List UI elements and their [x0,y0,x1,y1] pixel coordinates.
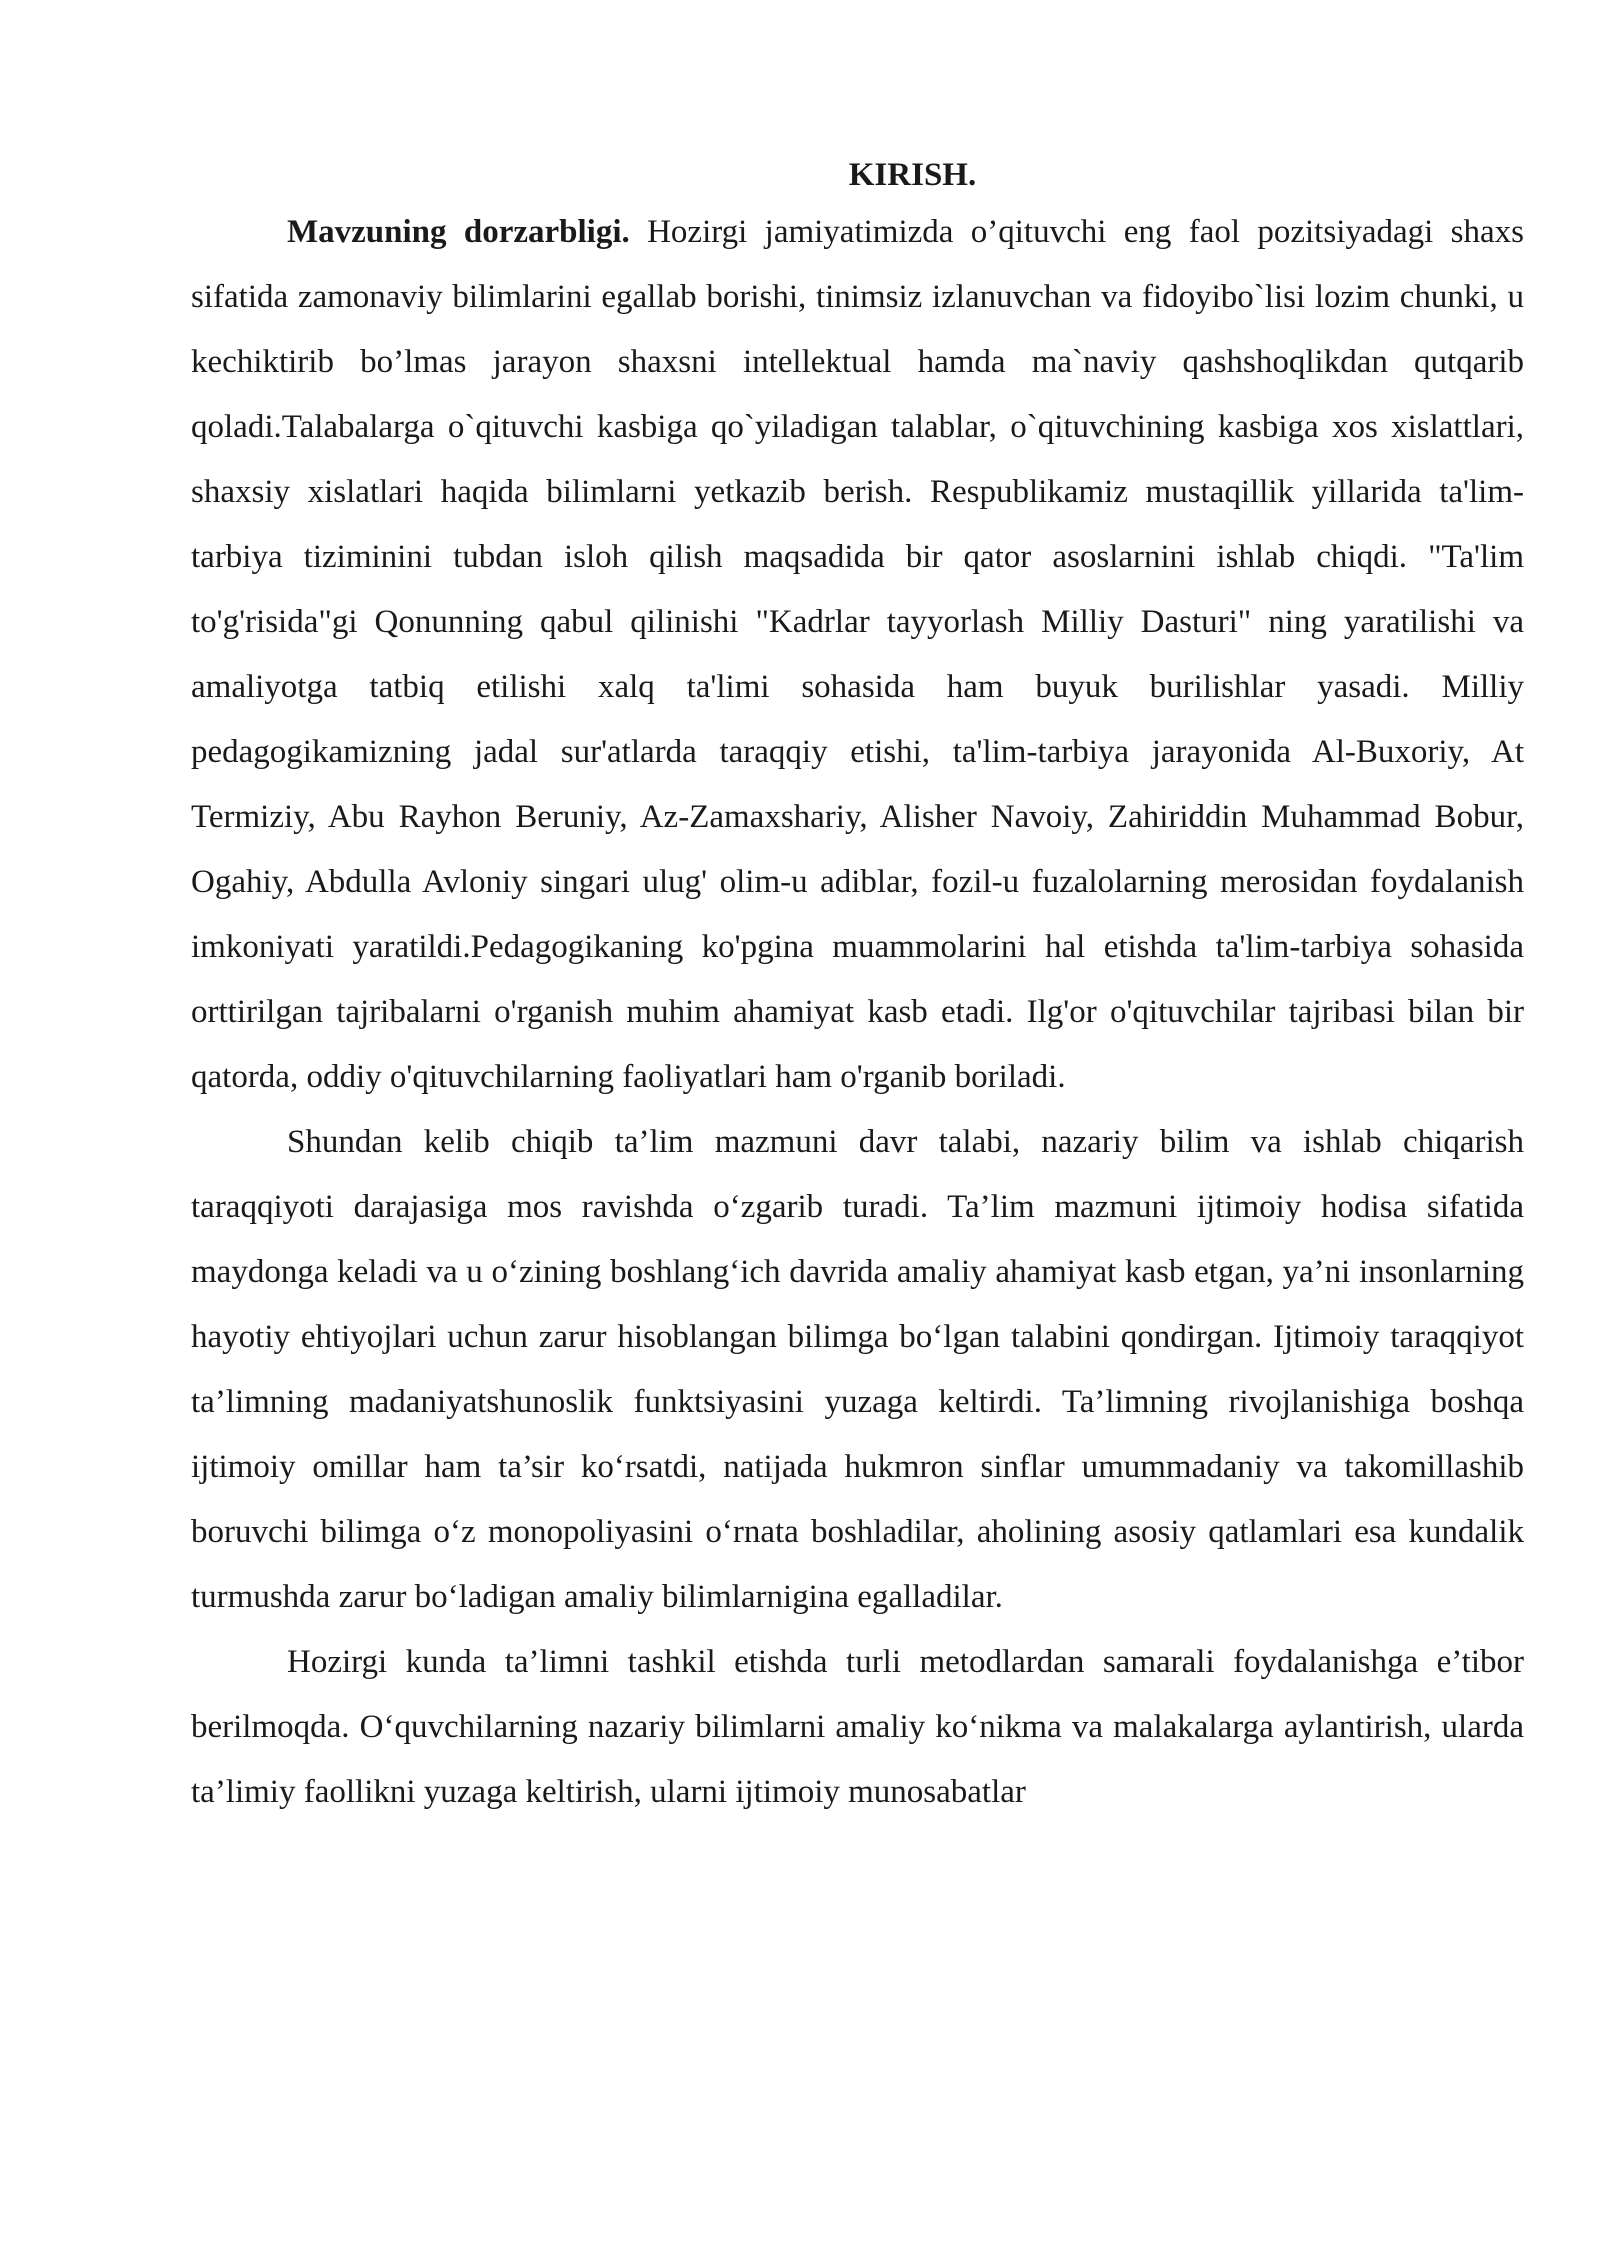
document-body [191,150,1524,1825]
paragraph-text: Shundan kelib chiqib ta’lim mazmuni davr talabi, nazariy bilim va ishlab chiqarish taraqqiyoti darajasiga mos ravishda o‘zgarib turadi. Ta’lim mazmuni ijtimoiy hodisa sifatida maydonga keladi va u o‘zining boshlang‘ich davrida amaliy ahamiyat kasb etgan, ya’ni insonlarning hayotiy ehtiyojlari uchun zarur hisoblangan bilimga bo‘lgan talabini qondirgan. Ijtimoiy taraqqiyot ta’limning madaniyatshunoslik funktsiyasini yuzaga keltirdi. Ta’limning rivojlanishiga boshqa ijtimoiy omillar ham ta’sir ko‘rsatdi, natijada hukmron sinflar umummadaniy va takomillashib boruvchi bilimga o‘z monopoliyasini o‘rnata boshladilar, aholining asosiy qatlamlari esa kundalik turmushda zarur bo‘ladigan amaliy bilimlarnigina egalladilar. [191,1124,1524,1615]
paragraph-teaching-methods [191,1630,1524,1825]
paragraph-text: Hozirgi kunda ta’limni tashkil etishda turli metodlardan samarali foydalanishga e’tibor berilmoqda. O‘quvchilarning nazariy bilimlarni amaliy ko‘nikma va malakalarga aylantirish, ularda ta’limiy faollikni yuzaga keltirish, ularni ijtimoiy munosabatlar [191,1644,1524,1810]
paragraph-text: Hozirgi jamiyatimizda o’qituvchi eng faol pozitsiyadagi shaxs sifatida zamonaviy bilimlarini egallab borishi, tinimsiz izlanuvchan va fidoyibo`lisi lozim chunki, u kechiktirib bo’lmas jarayon shaxsni intellektual hamda ma`naviy qashshoqlikdan qutqarib qoladi.Talabalarga o`qituvchi kasbiga qo`yiladigan talablar, o`qituvchining kasbiga xos xislattlari, shaxsiy xislatlari haqida bilimlarni yetkazib berish. Respublikamiz mustaqillik yillarida ta'lim-tarbiya tiziminini tubdan isloh qilish maqsadida bir qator asoslarnini ishlab chiqdi. "Ta'lim to'g'risida"gi Qonunning qabul qilinishi "Kadrlar tayyorlash Milliy Dasturi" ning yaratilishi va amaliyotga tatbiq etilishi xalq ta'limi sohasida ham buyuk burilishlar yasadi. Milliy pedagogikamizning jadal sur'atlarda taraqqiy etishi, ta'lim-tarbiya jarayonida Al-Buxoriy, At Termiziy, Abu Rayhon Beruniy, Az-Zamaxshariy, Alisher Navoiy, Zahiriddin Muhammad Bobur, Ogahiy, Abdulla Avloniy singari ulug' olim-u adiblar, fozil-u fuzalolarning merosidan foydalanish imkoniyati yaratildi.Pedagogikaning ko'pgina muammolarini hal etishda ta'lim-tarbiya sohasida orttirilgan tajribalarni o'rganish muhim ahamiyat kasb etadi. Ilg'or o'qituvchilar tajribasi bilan bir qatorda, oddiy o'qituvchilarning faoliyatlari ham o'rganib boriladi. [191,214,1524,1095]
paragraph-relevance [191,200,1524,1110]
paragraph-lead: Mavzuning dorzarbligi. [287,214,630,250]
page-title: KIRISH. [848,157,977,193]
paragraph-education-content [191,1110,1524,1630]
